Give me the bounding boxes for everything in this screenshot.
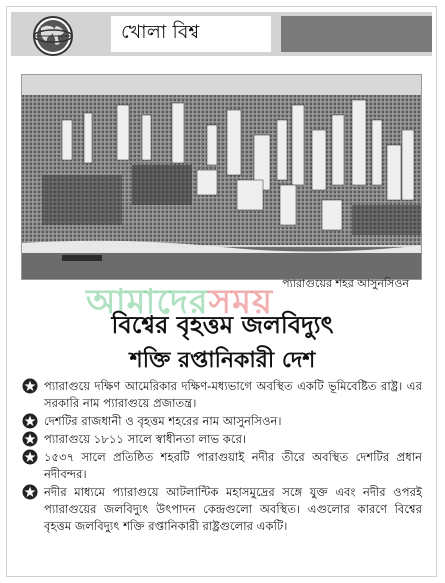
list-item-text: দেশটির রাজধানী ও বৃহত্তম শহরের নাম আসুনসিওন। (44, 414, 282, 428)
list-item-text: ১৫৩৭ সালে প্রতিষ্ঠিত শহরটি পারাগুয়াই নদীর তীরে অবস্থিত দেশটির প্রধান নদীবন্দর। (44, 450, 422, 481)
city-skyline-image (22, 75, 422, 280)
watermark-part2: সময় (208, 282, 273, 322)
list-item-text: নদীর মাধ্যমে প্যারাগুয়ে আটলান্টিক মহাসমুদ্রের সঙ্গে যুক্ত এবং নদীর ওপরই প্যারাগুয়ের জলবিদ্যুৎ উৎপাদন কেন্দ্রগুলো অবস্থিত। এগুলোর কারণে বিশ্বের বৃহত্তম জলবিদ্যুৎ শক্তি রপ্তানিকারী রাষ্ট্রগুলোর একটি। (44, 485, 422, 533)
header-dark-block (281, 16, 432, 52)
list-item-text: প্যারাগুয়ে দক্ষিণ আমেরিকার দক্ষিণ-মধ্যভাগে অবস্থিত একটি ভূমিবেষ্টিত রাষ্ট্র। এর সরকারি নাম প্যারাগুয়ে প্রজাতন্ত্র। (44, 379, 422, 410)
photo-caption: প্যারাগুয়ের শহর আসুনসিওন (282, 277, 409, 290)
city-photo (21, 74, 422, 280)
star-bullet-icon (22, 484, 38, 500)
list-item (22, 449, 422, 483)
star-bullet-icon (22, 413, 38, 429)
star-bullet-icon (22, 378, 38, 394)
section-title: খোলা বিশ্ব (121, 21, 200, 43)
section-header (11, 12, 432, 56)
section-title-box (111, 16, 271, 52)
fact-list (22, 378, 422, 536)
star-bullet-icon (22, 449, 38, 465)
list-item (22, 378, 422, 412)
list-item (22, 413, 422, 430)
list-item-text: প্যারাগুয়ে ১৮১১ সালে স্বাধীনতা লাভ করে। (44, 432, 247, 446)
headline-line-2: শক্তি রপ্তানিকারী দেশ (129, 348, 316, 373)
list-item (22, 431, 422, 448)
list-item (22, 484, 422, 535)
star-bullet-icon (22, 431, 38, 447)
globe-icon (29, 14, 77, 58)
watermark-part1: আমাদের (86, 282, 209, 322)
headline-line-1: বিশ্বের বৃহত্তম জলবিদ্যুৎ (111, 311, 334, 339)
